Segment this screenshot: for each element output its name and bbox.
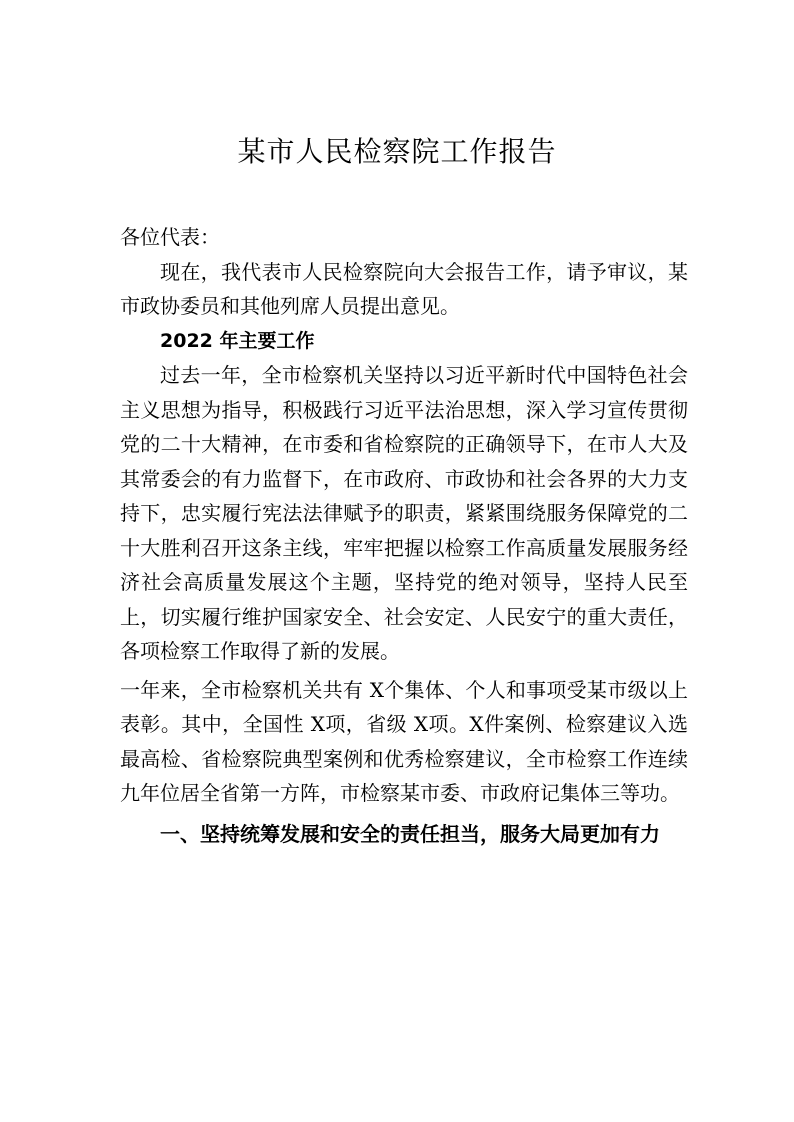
- body-paragraph-2: 一年来，全市检察机关共有 X个集体、个人和事项受某市级以上表彰。其中，全国性 X项，省级 X项。X件案例、检察建议入选最高检、省检察院典型案例和优秀检察建议，全市检察工作连续九年位居全省第一方阵，市检察某市委、市政府记集体三等功。: [120, 677, 688, 805]
- document-body: [120, 220, 688, 851]
- subheading-1: 一、坚持统筹发展和安全的责任担当，服务大局更加有力: [160, 821, 660, 846]
- salutation: 各位代表：: [120, 225, 220, 249]
- intro-paragraph: 现在，我代表市人民检察院向大会报告工作，请予审议，某市政协委员和其他列席人员提出意见。: [120, 259, 688, 318]
- document-title: 某市人民检察院工作报告: [237, 135, 557, 168]
- section-heading: 2022 年主要工作: [160, 329, 315, 352]
- body-paragraph-1: 过去一年，全市检察机关坚持以习近平新时代中国特色社会主义思想为指导，积极践行习近平法治思想，深入学习宣传贯彻党的二十大精神，在市委和省检察院的正确领导下，在市人大及其常委会的有力监督下，在市政府、市政协和社会各界的大力支持下，忠实履行宪法法律赋予的职责，紧紧围绕服务保障党的二十大胜利召开这条主线，牢牢把握以检察工作高质量发展服务经济社会高质量发展这个主题，坚持党的绝对领导，坚持人民至上，切实履行维护国家安全、社会安定、人民安宁的重大责任，各项检察工作取得了新的发展。: [120, 363, 688, 663]
